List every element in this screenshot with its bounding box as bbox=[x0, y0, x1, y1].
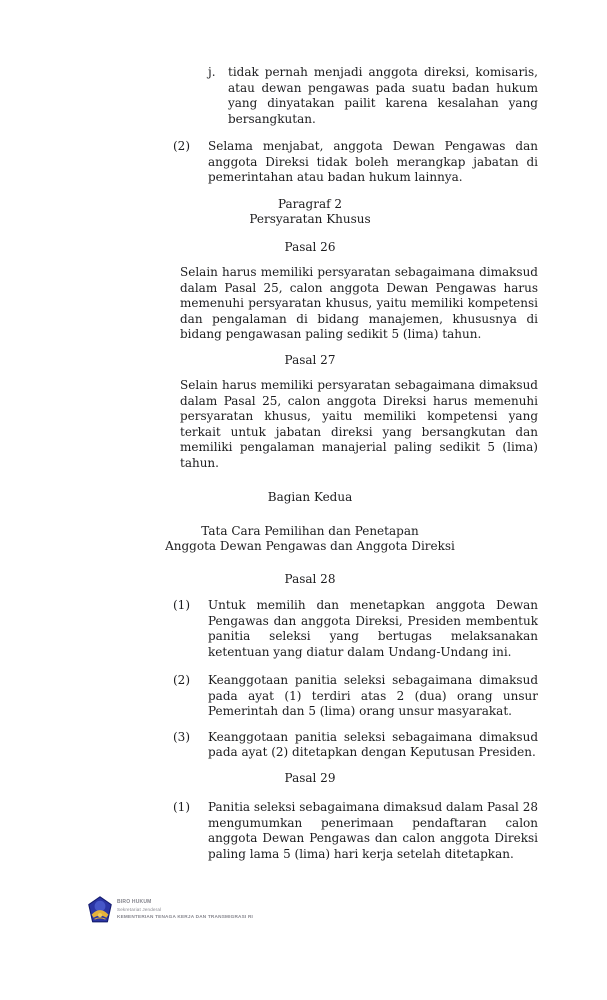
pasal-28-clause-1 bbox=[173, 598, 538, 660]
clause-marker: (1) bbox=[173, 598, 190, 612]
subclause-j bbox=[208, 65, 538, 127]
clause-marker: (2) bbox=[173, 139, 190, 153]
paragraf-2-title: Paragraf 2 bbox=[277, 196, 343, 211]
kemnakertrans-emblem-icon bbox=[88, 896, 112, 928]
pasal-27-heading: Pasal 27 bbox=[284, 352, 336, 367]
bagian-kedua-subtitle bbox=[68, 524, 538, 555]
footer-letterhead bbox=[88, 896, 253, 928]
pasal-29-clause-1 bbox=[173, 800, 538, 862]
bagian-kedua-subtitle-line-1: Tata Cara Pemilihan dan Penetapan bbox=[201, 523, 419, 538]
clause-text: Panitia seleksi sebagaimana dimaksud dalam Pasal 28 mengumumkan penerimaan pendaftaran calon anggota Dewan Pengawas dan calon anggota Direksi paling lama 5 (lima) hari kerja setelah ditetapkan. bbox=[208, 800, 538, 861]
subclause-text: tidak pernah menjadi anggota direksi, komisaris, atau dewan pengawas pada suatu badan hukum yang dinyatakan pailit karena kesalahan yang bersangkutan. bbox=[228, 65, 538, 126]
pasal-28-heading: Pasal 28 bbox=[284, 571, 336, 586]
pasal-26-body: Selain harus memiliki persyaratan sebagaimana dimaksud dalam Pasal 25, calon anggota Dewan Pengawas harus memenuhi persyaratan khusus, yaitu memiliki kompetensi dan pengalaman di bidang manajemen, khususnya di bidang pengawasan paling sedikit 5 (lima) tahun. bbox=[180, 265, 538, 341]
bagian-kedua-title: Bagian Kedua bbox=[267, 490, 353, 504]
pasal-27-body: Selain harus memiliki persyaratan sebagaimana dimaksud dalam Pasal 25, calon anggota Direksi harus memenuhi persyaratan khusus, yaitu memiliki kompetensi yang terkait untuk jabatan direksi yang bersangkutan dan memiliki pengalaman manajerial paling sedikit 5 (lima) tahun. bbox=[180, 378, 538, 470]
clause-marker: (2) bbox=[173, 673, 190, 687]
clause-text: Selama menjabat, anggota Dewan Pengawas dan anggota Direksi tidak boleh merangkap jabatan di pemerintahan atau badan hukum lainnya. bbox=[208, 139, 538, 184]
footer-bureau-name: BIRO HUKUM bbox=[117, 899, 152, 905]
footer-ministry-name: KEMENTERIAN TENAGA KERJA DAN TRANSMIGRASI RI bbox=[117, 914, 254, 919]
pasal-29-heading: Pasal 29 bbox=[284, 770, 336, 785]
subclause-marker: j. bbox=[208, 65, 216, 79]
clause-marker: (1) bbox=[173, 800, 190, 814]
pasal-28-clause-2 bbox=[173, 673, 538, 720]
clause-text: Keanggotaan panitia seleksi sebagaimana dimaksud pada ayat (2) ditetapkan dengan Keputusan Presiden. bbox=[208, 729, 538, 759]
footer-text-block bbox=[117, 896, 253, 920]
clause-text: Untuk memilih dan menetapkan anggota Dewan Pengawas dan anggota Direksi, Presiden membentuk panitia seleksi yang bertugas melaksanakan ketentuan yang diatur dalam Undang-Undang ini. bbox=[208, 598, 538, 659]
clause-marker: (3) bbox=[173, 729, 190, 744]
section-paragraf-2 bbox=[68, 197, 538, 228]
clause-text: Keanggotaan panitia seleksi sebagaimana dimaksud pada ayat (1) terdiri atas 2 (dua) orang unsur Pemerintah dan 5 (lima) orang unsur masyarakat. bbox=[208, 673, 538, 718]
footer-secretariat: Sekretariat Jenderal bbox=[117, 907, 162, 912]
clause-ayat-2 bbox=[173, 139, 538, 186]
pasal-28-clause-3 bbox=[173, 730, 538, 761]
bagian-kedua-subtitle-line-2: Anggota Dewan Pengawas dan Anggota Direksi bbox=[165, 539, 455, 553]
paragraf-2-subtitle: Persyaratan Khusus bbox=[249, 212, 371, 226]
pasal-26-heading: Pasal 26 bbox=[284, 239, 336, 254]
